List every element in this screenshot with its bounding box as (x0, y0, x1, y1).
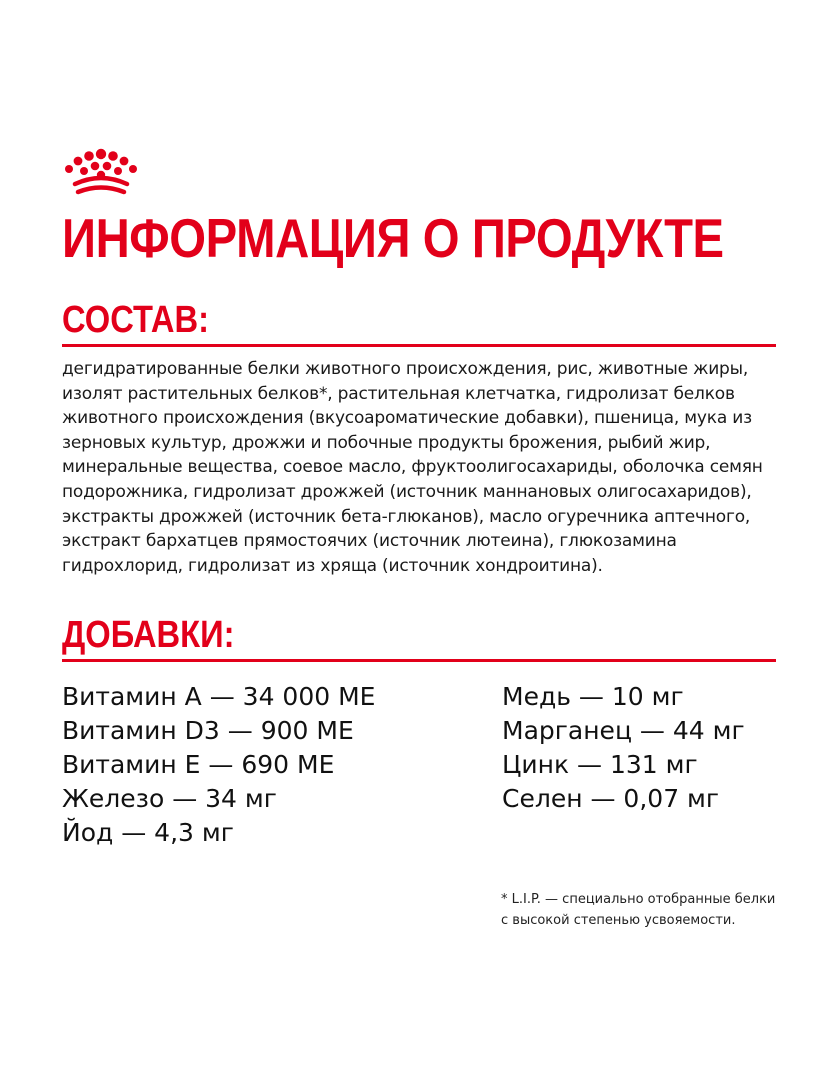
additive-item: Железо — 34 мг (62, 784, 277, 813)
additives-left-column (62, 680, 502, 850)
additive-item: Витамин D3 — 900 МЕ (62, 716, 354, 745)
additive-item: Медь — 10 мг (502, 682, 684, 711)
additives-heading: ДОБАВКИ: (62, 614, 235, 656)
footnote (501, 889, 801, 931)
crown-base (78, 188, 124, 193)
composition-text: дегидратированные белки животного происхождения, рис, животные жиры, изолят растительных белков*, растительная клетчатка, гидролизат белков животного происхождения (вкусоароматические добавки), пшеница, мука из зерновых культур, дрожжи и побочные продукты брожения, рыбий жир, минеральные вещества, соевое масло, фруктоолигосахариды, оболочка семян подорожника, гидролизат дрожжей (источник маннановых олигосахаридов), экстракты дрожжей (источник бета-глюканов), масло огуречника аптечного, экстракт бархатцев прямостоячих (источник лютеина), глюкозамина гидрохлорид, гидролизат из хряща (источник хондроитина). (62, 359, 763, 576)
additive-item: Цинк — 131 мг (502, 750, 698, 779)
composition-heading: СОСТАВ: (62, 299, 209, 341)
additive-item: Марганец — 44 мг (502, 716, 745, 745)
royal-canin-crown-icon (64, 148, 138, 196)
crown-jewel (74, 157, 83, 166)
additive-item: Витамин А — 34 000 МЕ (62, 682, 376, 711)
crown-jewel (103, 162, 112, 171)
additives-right-column (502, 680, 776, 850)
page-title: ИНФОРМАЦИЯ О ПРОДУКТЕ (62, 207, 724, 269)
crown-jewel (80, 167, 88, 175)
footnote-line: с высокой степенью усвояемости. (501, 913, 736, 928)
additives-divider (62, 659, 776, 662)
crown-jewel (96, 149, 106, 159)
crown-jewel (108, 151, 118, 161)
crown-jewel (91, 162, 100, 171)
crown-jewel (65, 165, 73, 173)
crown-jewel (120, 157, 129, 166)
additive-item: Селен — 0,07 мг (502, 784, 720, 813)
composition-divider (62, 344, 776, 347)
additives-list (62, 680, 776, 850)
additive-item: Витамин Е — 690 МЕ (62, 750, 335, 779)
crown-jewel (114, 167, 122, 175)
additive-item: Йод — 4,3 мг (62, 818, 234, 847)
crown-band (75, 178, 127, 184)
footnote-line: * L.I.P. — специально отобранные белки (501, 892, 776, 907)
crown-jewel (84, 151, 94, 161)
crown-jewel (129, 165, 137, 173)
